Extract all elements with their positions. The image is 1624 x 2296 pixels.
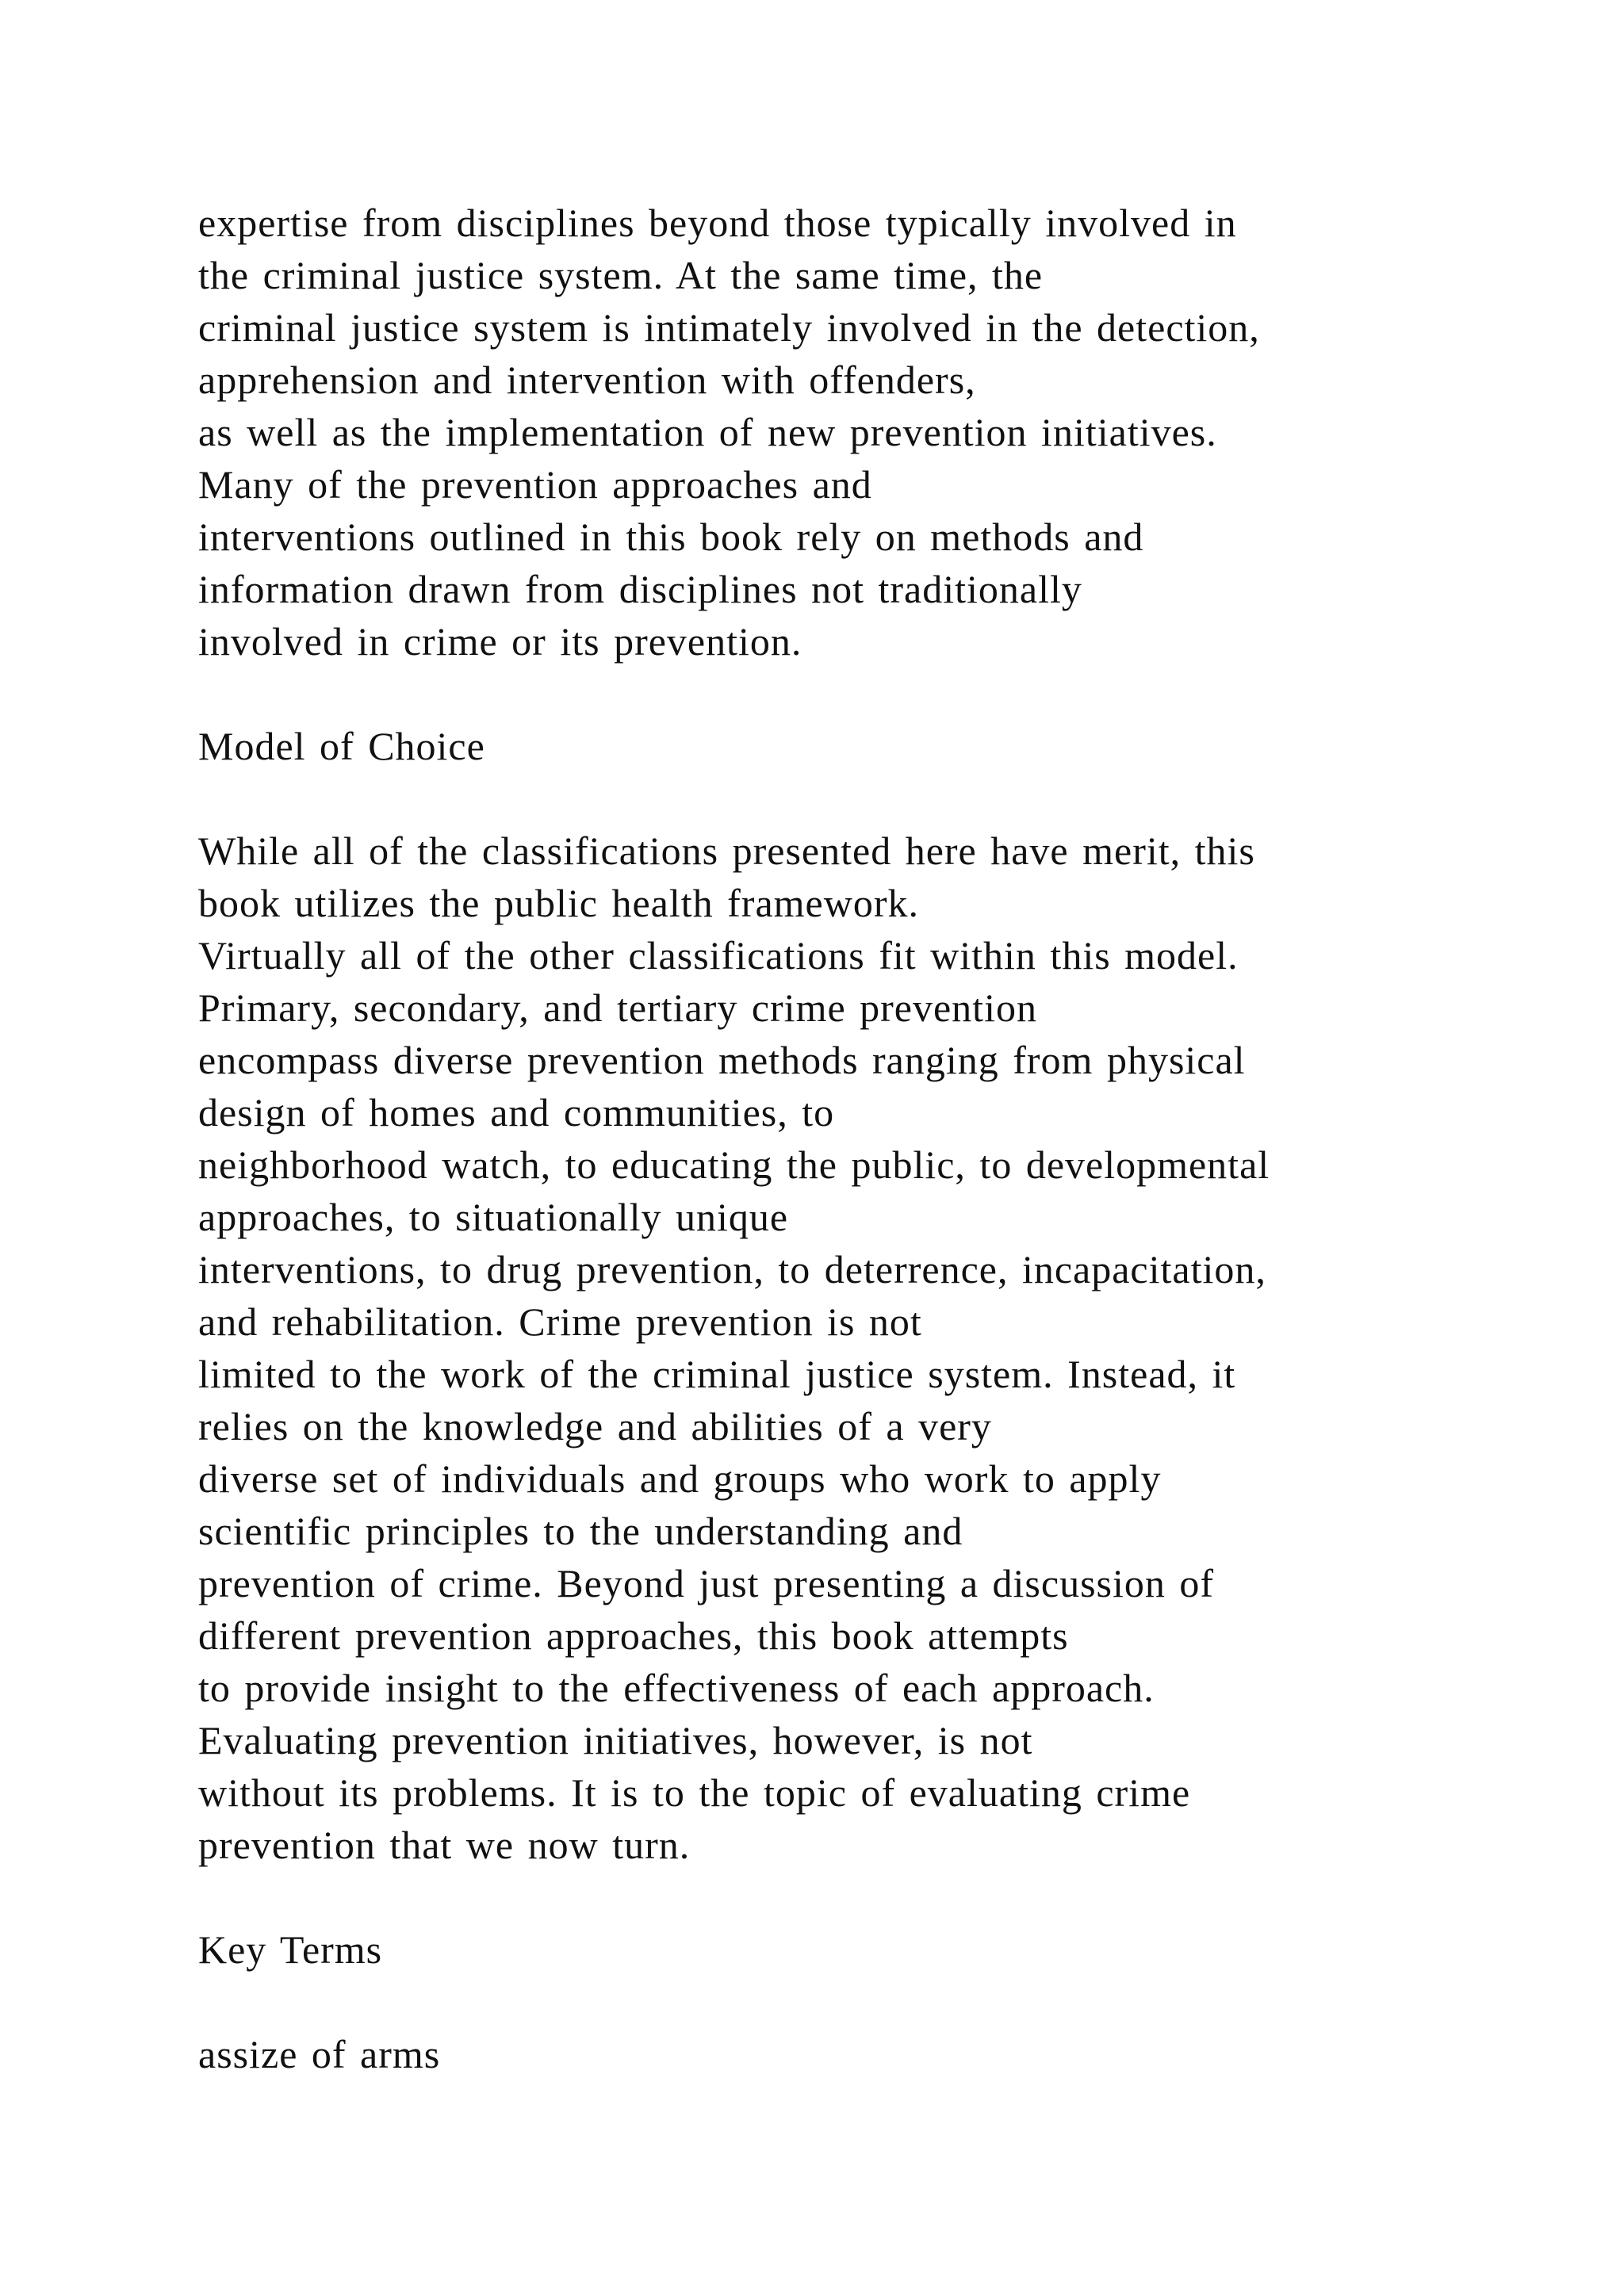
text-line: interventions, to drug prevention, to deterrence, incapacitation, xyxy=(198,1247,1266,1292)
paragraph xyxy=(198,197,1594,668)
text-line: approaches, to situationally unique xyxy=(198,1195,789,1239)
text-line: Primary, secondary, and tertiary crime prevention xyxy=(198,985,1037,1030)
text-line: expertise from disciplines beyond those typically involved in xyxy=(198,201,1237,245)
block-spacer xyxy=(198,1976,1594,2028)
text-line: scientific principles to the understanding and xyxy=(198,1509,963,1553)
text-line: criminal justice system is intimately involved in the detection, xyxy=(198,305,1260,350)
text-line: and rehabilitation. Crime prevention is not xyxy=(198,1299,922,1344)
text-line: assize of arms xyxy=(198,2032,441,2076)
section-heading xyxy=(198,1923,1594,1976)
text-line: Virtually all of the other classifications fit within this model. xyxy=(198,933,1239,978)
text-line: Key Terms xyxy=(198,1927,383,1972)
text-line: the criminal justice system. At the same time, the xyxy=(198,253,1044,297)
text-line: as well as the implementation of new prevention initiatives. xyxy=(198,410,1217,454)
block-spacer xyxy=(198,772,1594,825)
block-spacer xyxy=(198,1871,1594,1923)
block-spacer xyxy=(198,668,1594,720)
text-line: limited to the work of the criminal justice system. Instead, it xyxy=(198,1352,1236,1396)
text-line: Model of Choice xyxy=(198,724,485,768)
text-line: involved in crime or its prevention. xyxy=(198,619,802,664)
text-line: Evaluating prevention initiatives, however, is not xyxy=(198,1718,1033,1762)
text-line: encompass diverse prevention methods ranging from physical xyxy=(198,1038,1246,1082)
section-heading xyxy=(198,720,1594,772)
text-line: design of homes and communities, to xyxy=(198,1090,835,1135)
key-term xyxy=(198,2028,1594,2080)
text-line: relies on the knowledge and abilities of a very xyxy=(198,1404,992,1448)
text-line: prevention that we now turn. xyxy=(198,1823,691,1867)
text-line: interventions outlined in this book rely on methods and xyxy=(198,515,1144,559)
text-line: to provide insight to the effectiveness of each approach. xyxy=(198,1666,1155,1710)
text-line: prevention of crime. Beyond just presenting a discussion of xyxy=(198,1561,1215,1605)
text-line: different prevention approaches, this book attempts xyxy=(198,1613,1069,1658)
text-line: without its problems. It is to the topic of evaluating crime xyxy=(198,1770,1191,1815)
document-body xyxy=(198,197,1594,2080)
text-line: Many of the prevention approaches and xyxy=(198,462,872,507)
paragraph xyxy=(198,825,1594,1871)
text-line: neighborhood watch, to educating the public, to developmental xyxy=(198,1142,1270,1187)
text-line: apprehension and intervention with offenders, xyxy=(198,358,976,402)
text-line: While all of the classifications presented here have merit, this xyxy=(198,828,1255,873)
text-line: book utilizes the public health framework. xyxy=(198,881,919,925)
text-line: information drawn from disciplines not traditionally xyxy=(198,567,1082,611)
text-line: diverse set of individuals and groups who work to apply xyxy=(198,1456,1162,1501)
